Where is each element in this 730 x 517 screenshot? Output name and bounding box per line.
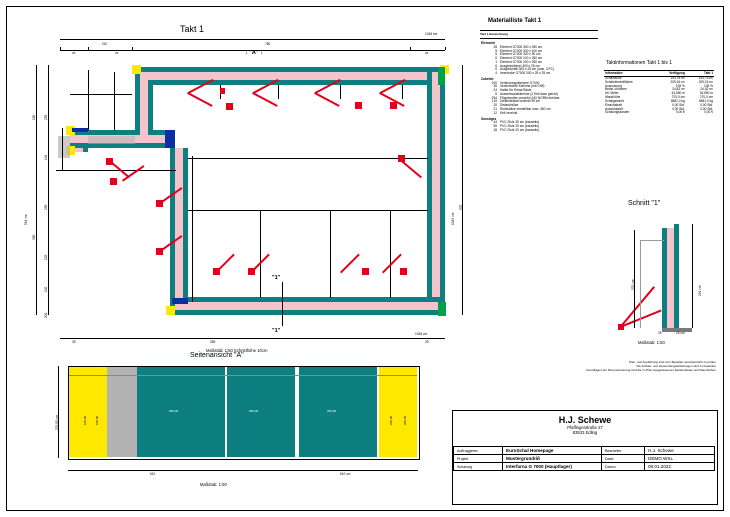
materials-text: Ausgleichblech 300 x 25 cm	[500, 63, 540, 68]
fv-panel-left-yellow	[69, 367, 107, 457]
fv-dim-610a: 610	[150, 472, 156, 476]
taktinfo-v1: 270,0 cm	[671, 95, 685, 100]
taktinfo-header: Information	[604, 72, 655, 76]
wall-right-core	[432, 72, 440, 315]
materials-qty: 55	[493, 124, 497, 129]
materials-group-title: Zubehör	[481, 76, 494, 81]
wall-top-core	[135, 72, 445, 80]
taktinfo-label: Beton-Volumen	[605, 87, 627, 92]
fv-panel-grey	[107, 367, 137, 457]
materials-qty: 18	[493, 127, 497, 132]
tb-label: Auftraggeber	[457, 449, 478, 453]
materials-text: Halter für Erbse/Säule	[500, 88, 532, 93]
taktinfo-v2: 0,00 Std.	[700, 102, 713, 107]
materials-qty: 100	[491, 80, 497, 85]
materials-group-title: Sonstiges	[481, 116, 497, 121]
plan-area	[10, 10, 463, 355]
taktinfo-v1: 0,00 Std.	[672, 102, 685, 107]
taktinfo-v1: 34,690 m	[671, 91, 685, 96]
dim-left-255b: 255	[44, 204, 48, 210]
materials-qty: 21	[493, 107, 497, 112]
taktinfo-label: Ausnutzung	[605, 83, 622, 88]
materials-qty: 36	[493, 84, 497, 89]
tb-value: EuroSchal Homepage	[503, 447, 602, 455]
tb-value2: 08.01.2022	[645, 463, 715, 471]
section-title: Schnitt "1"	[628, 200, 661, 207]
taktinfo-label: Einschalzeit	[605, 102, 623, 107]
materials-qty: 6	[495, 67, 497, 72]
company-city: 83533 Edling	[572, 430, 598, 435]
fv-panel-1	[137, 367, 225, 457]
materials-text: Element G7000 300 x 90 cm	[500, 52, 541, 57]
fv-label-left: 100,00	[83, 415, 87, 425]
materials-text: PVC-Rohr 20 cm (bauseits)	[500, 127, 539, 132]
taktinfo-v1: 0,00 Std.	[672, 106, 685, 111]
fv-gap2	[225, 367, 227, 457]
materials-group-title: Elemente	[481, 41, 496, 45]
dim-left-total: 554 cm	[24, 214, 28, 225]
section-dim-270: 270 cm	[631, 279, 635, 290]
dim-top-s3: 25	[425, 51, 429, 55]
prop-head-7	[156, 200, 163, 207]
materials-qty: 20	[493, 103, 497, 108]
taktinfo-v2: 193,78 m²	[698, 75, 713, 80]
dim-top-210: 210	[102, 42, 108, 46]
taktinfo-title: Taktinformationen Takt 1 bis 1	[606, 60, 673, 66]
materials-text: Richtstütze verstellbar max. 450 cm	[500, 107, 551, 112]
prop-5	[314, 92, 339, 107]
dim-left-120: 120	[44, 286, 48, 292]
taktinfo-label: Ktl. Meter	[605, 91, 619, 96]
dim-top-s2: 25	[115, 51, 119, 55]
company-name: H.J. Schewe	[558, 415, 612, 425]
materials-qty: 24	[493, 88, 497, 93]
taktinfo-v1: 24,82 m³	[672, 87, 685, 92]
taktinfo-v2: 34,690 m	[699, 91, 713, 96]
prop-head-1	[220, 88, 225, 94]
section-prop	[620, 286, 655, 327]
materials-subtitle: Takt 1 Bezeichnung	[480, 32, 508, 36]
blue-marker-3	[72, 128, 88, 132]
materials-text: Innenecke G7000 300 x 25 x 25 cm	[500, 71, 551, 76]
materials-text: PVC-Rohr 25 cm (bauseits)	[500, 124, 539, 129]
materials-text: Element G7000 200 x 250 cm	[500, 59, 543, 64]
section-scale: Maßstab: 1:50	[638, 340, 665, 345]
wall-bottom-core	[170, 302, 445, 310]
dim-top-total: 1045 cm	[425, 32, 438, 36]
corner-marker-tl	[132, 65, 141, 74]
hatch-left	[58, 136, 70, 158]
materials-qty: 115	[491, 99, 497, 104]
plan-title: Takt 1	[180, 24, 205, 34]
materials-text: Ausgleichteil 305 x 25 cm (max. 3 PC)	[500, 67, 555, 72]
note-1: Plan- und Ausführung sind vom Besteller verantwortlich zu prüfen	[629, 360, 716, 364]
notes-block	[490, 360, 716, 372]
fv-topline	[69, 375, 417, 376]
materials-list	[480, 40, 598, 133]
materials-qty: 1	[495, 59, 497, 64]
title-block-rows	[453, 446, 715, 471]
prop-head-5	[106, 158, 113, 165]
taktinfo-v2: 8681,0 kg	[698, 98, 713, 103]
dim-left-125: 125	[44, 254, 48, 260]
dim-bot-s2: 25	[425, 340, 429, 344]
taktinfo-label: Schalfläche	[605, 75, 622, 80]
prop-head-9	[213, 268, 220, 275]
prop-head-2	[226, 103, 233, 110]
tb-value2: H.J. Schewe	[645, 447, 715, 455]
hatch-left2	[88, 136, 135, 144]
title-block-row	[454, 447, 715, 455]
taktinfo-v2: 0,00 Std.	[700, 106, 713, 111]
materials-text: Aussenwandklemme (2 Keil dazu gehört)	[500, 91, 559, 96]
prop-head-12	[400, 268, 407, 275]
wall-vert-upper-inner	[148, 80, 153, 135]
taktinfo-v2: 270,0 cm	[699, 95, 713, 100]
materials-qty: 5	[495, 52, 497, 57]
materials-text: Element G7000 300 x 250 cm	[500, 44, 543, 49]
fv-label-1: 250,00	[169, 409, 179, 413]
tb-label2: Datum	[605, 465, 616, 469]
fv-label-2: 250,00	[249, 409, 259, 413]
prop-3	[252, 92, 277, 107]
section-prop-foot	[618, 324, 624, 330]
prop-15	[340, 254, 360, 274]
section-dim-b2: 25 cm	[676, 331, 685, 335]
materials-qty: 44	[493, 120, 497, 125]
fv-panel-2	[227, 367, 295, 457]
dim-bot-355: 355	[210, 340, 216, 344]
dim-left-o1: 150	[32, 114, 36, 120]
wall-left-lower-core	[175, 148, 183, 302]
prop-head-11	[362, 268, 369, 275]
taktinfo-v1: 8681,0 kg	[670, 98, 685, 103]
dim-left-255: 255	[44, 114, 48, 120]
taktinfo-label: Schalgewicht	[605, 98, 624, 103]
wall-right-outer	[440, 67, 445, 315]
tb-value: Mustergrundriß	[503, 455, 602, 463]
fv-label-3: 250,00	[327, 409, 337, 413]
materials-text: Verbindungsklemme G7000	[500, 80, 540, 85]
fv-dim-610b: 610 cm	[340, 472, 351, 476]
corner-green-br	[438, 302, 446, 316]
wall-vert-upper-core	[140, 80, 148, 135]
materials-qty: 4	[495, 71, 497, 76]
materials-qty: 6	[495, 91, 497, 96]
taktinfo-label: Wandhöhe	[605, 95, 621, 100]
taktinfo-header: Takt 1	[686, 72, 714, 76]
taktinfo-v1: 105 %	[675, 83, 685, 88]
section-view	[600, 200, 720, 350]
dim-left-o2: 350	[32, 234, 36, 240]
front-view-frame	[68, 366, 420, 460]
materials-text: Element G7000 300 x 100 cm	[500, 48, 543, 53]
front-view	[40, 352, 450, 497]
blue-marker-1	[165, 130, 175, 148]
dim-top-s1: 25	[72, 51, 76, 55]
materials-qty: 9	[495, 48, 497, 53]
tb-label2: Bearbeiter	[605, 449, 622, 453]
title-block-row	[454, 455, 715, 463]
taktinfo-v2: 205,16 m²	[698, 79, 713, 84]
front-view-title: Seitenansicht "A"	[190, 352, 244, 359]
blue-marker-2	[172, 298, 188, 304]
wall-bottom-outer	[170, 310, 445, 315]
taktinfo-header: Verfügung	[655, 72, 686, 76]
materials-text: Vereinfachte Klemme (mit Griff)	[500, 84, 545, 89]
label-section-1-right: "1"	[272, 275, 281, 281]
fv-label-right: 250,00	[389, 415, 393, 425]
prop-head-10	[248, 268, 255, 275]
materials-qty: 6	[495, 63, 497, 68]
company-street: Pfaffingerstraße 27	[567, 425, 603, 430]
label-section-1-bottom: "1"	[272, 328, 281, 334]
fv-panel-right-yellow	[379, 367, 417, 457]
dim-top-780: 780	[265, 42, 271, 46]
materials-qty: 12	[493, 110, 497, 115]
title-block	[452, 410, 718, 505]
title-block-row	[454, 463, 715, 471]
dim-left-134: 134	[44, 154, 48, 160]
wall-right-inner	[427, 72, 432, 315]
taktinfo-v1: 205,16 m²	[670, 79, 685, 84]
materials-text: Distanzhülse	[500, 103, 519, 108]
fv-panel-3	[299, 367, 377, 457]
prop-head-6	[110, 178, 117, 185]
prop-head-13	[398, 155, 405, 162]
tb-label2: Datei	[605, 457, 614, 461]
materials-text: Element G7000 100 x 250 cm	[500, 56, 543, 61]
taktinfo-v1: 193,78 m²	[670, 75, 685, 80]
materials-text: Gewindestab verzinkt 95 cm	[500, 99, 541, 104]
dim-right-total: 1045 cm	[451, 212, 455, 225]
tb-value: Interfarna G 7000 (Hauptlager)	[503, 463, 602, 471]
materials-title: Materialliste Takt 1	[488, 18, 542, 24]
dim-bot-total: 1045 cm	[415, 332, 428, 336]
corner-marker-bl	[166, 306, 175, 315]
materials-text: PVC-Rohr 30 cm (bauseits)	[500, 120, 539, 125]
fv-gap	[295, 367, 299, 457]
materials-qty: 28	[493, 44, 497, 49]
prop-1	[187, 92, 212, 107]
prop-16	[382, 254, 402, 274]
tb-label: Projekt	[457, 457, 469, 461]
tb-value2: DEMO WSL	[645, 455, 715, 463]
taktinfo-label: Ausschalzeit	[605, 106, 623, 111]
prop-17	[401, 160, 422, 178]
prop-head-4	[390, 102, 397, 109]
materials-text: Flügelmutter verzinkt LNG NORM drehbar	[500, 95, 560, 100]
dim-left-201: 201	[44, 312, 48, 318]
taktinfo-label: Schalelementfläche	[605, 79, 633, 84]
taktinfo-label: Schalungskosten	[605, 110, 630, 115]
dim-bot-s1: 25	[72, 340, 76, 344]
fv-height: 270,00 cm	[55, 415, 59, 430]
taktinfo-row	[604, 111, 714, 115]
taktinfo-v2: 0,00 €	[704, 110, 713, 115]
section-wall-core	[667, 228, 674, 328]
plan-scale: Maßstab: 1:50 Schnitthöhe 10cm	[206, 348, 268, 353]
tb-label: Schalung	[457, 465, 472, 469]
prop-head-8	[156, 248, 163, 255]
materials-text: Keil verzinkt	[500, 110, 518, 115]
taktinfo-v1: 0,00 €	[675, 110, 685, 115]
wall-left-lower-inner	[183, 148, 188, 302]
taktinfo-table	[604, 72, 714, 115]
note-3: Grundlagen der Dimensionierung sind die im Plan ausgewiesenen Deckenlasten und Raumhöhen	[586, 368, 716, 372]
materials-qty: 6	[495, 56, 497, 61]
section-marker-a: ↓ "A" ↓	[245, 50, 263, 56]
fv-scale: Maßstab: 1:50	[200, 482, 227, 487]
section-dim-294: 294 cm	[698, 285, 702, 296]
fv-label-left2: 100,00	[95, 415, 99, 425]
fv-label-right2: 250,00	[403, 415, 407, 425]
corner-green-tr	[438, 67, 445, 85]
section-dim-b1: 25	[658, 331, 662, 335]
materials-row	[480, 129, 598, 133]
materials-qty: 294	[491, 95, 497, 100]
wall-bottom-inner	[170, 297, 445, 302]
note-2: Die Aufbau- und Verwendungsanleitungen sind zu beachten	[636, 364, 716, 368]
taktinfo-v2: 105 %	[703, 83, 713, 88]
prop-head-3	[355, 102, 362, 109]
dim-right-570: 570	[459, 204, 463, 210]
section-wall-right	[674, 224, 679, 328]
taktinfo-v2: 24,82 m³	[700, 87, 713, 92]
